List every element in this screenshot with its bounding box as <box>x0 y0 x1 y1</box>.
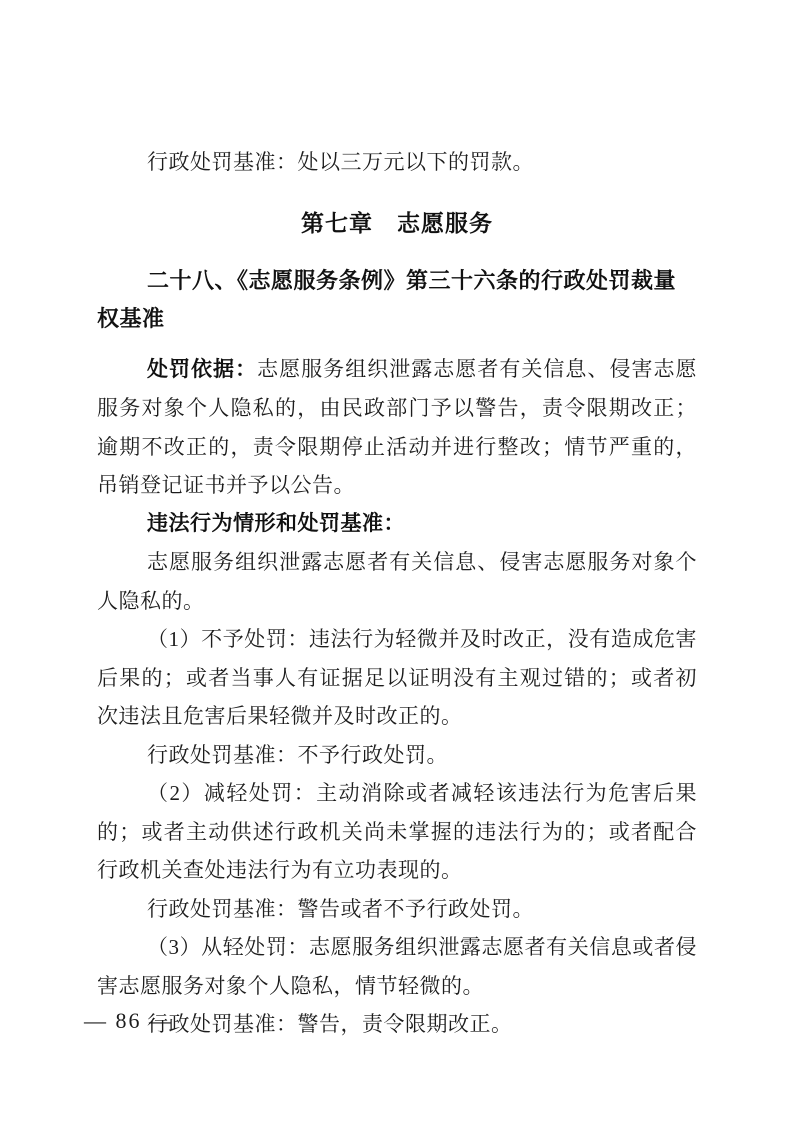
penalty-item-standard: 行政处罚基准：警告，责令限期改正。 <box>147 1012 513 1036</box>
page-number: — 86 — <box>84 1008 173 1033</box>
penalty-item-situation: （2）减轻处罚：主动消除或者减轻该违法行为危害后果的；或者主动供述行政机关尚未掌握的违法行为的；或者配合行政机关查处违法行为有立功表现的。 <box>97 781 697 882</box>
penalty-basis-paragraph <box>97 350 697 505</box>
penalty-item-standard: 行政处罚基准：警告或者不予行政处罚。 <box>147 896 534 921</box>
intro-line: 行政处罚基准：处以三万元以下的罚款。 <box>147 150 534 174</box>
criteria-heading: 违法行为情形和处罚基准： <box>147 511 405 535</box>
penalty-basis-text: 志愿服务组织泄露志愿者有关信息、侵害志愿服务对象个人隐私的，由民政部门予以警告，责令限期改正；逾期不改正的，责令限期停止活动并进行整改；情节严重的，吊销登记证书并予以公告。 <box>97 356 698 497</box>
penalty-item-2 <box>97 774 697 928</box>
penalty-item-1 <box>97 620 697 774</box>
section-title: 二十八、《志愿服务条例》第三十六条的行政处罚裁量权基准 <box>97 267 677 331</box>
chapter-title: 第七章 志愿服务 <box>301 209 493 236</box>
penalty-basis-label: 处罚依据： <box>147 357 258 381</box>
penalty-item-situation: （3）从轻处罚：志愿服务组织泄露志愿者有关信息或者侵害志愿服务对象个人隐私，情节轻微的。 <box>97 935 697 998</box>
document-content <box>97 143 697 1044</box>
violation-description: 志愿服务组织泄露志愿者有关信息、侵害志愿服务对象个人隐私的。 <box>97 550 697 613</box>
penalty-item-standard: 行政处罚基准：不予行政处罚。 <box>147 742 448 767</box>
penalty-item-3 <box>97 928 697 1044</box>
penalty-item-situation: （1）不予处罚：违法行为轻微并及时改正，没有造成危害后果的；或者当事人有证据足以证明没有主观过错的；或者初次违法且危害后果轻微并及时改正的。 <box>97 627 697 728</box>
